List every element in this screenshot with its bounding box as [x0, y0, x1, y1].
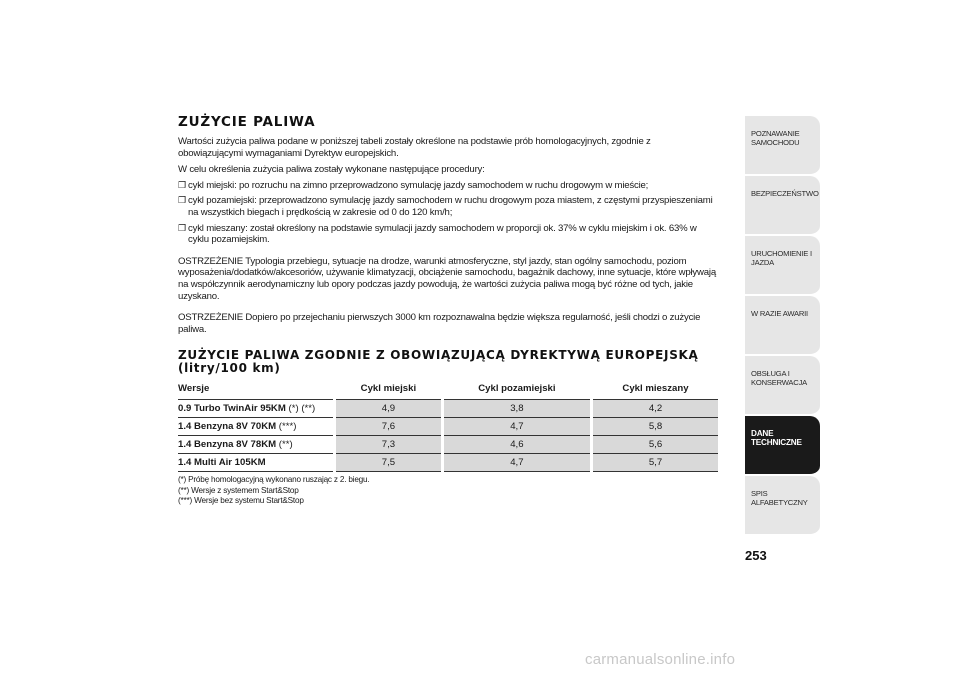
city-value: 7,6: [336, 418, 441, 436]
version-name: 1.4 Benzyna 8V 78KM: [178, 439, 277, 451]
tab-uruchomienie-i-jazda[interactable]: URUCHOMIENIE I JAZDA: [745, 236, 820, 296]
mixed-value: 5,7: [593, 454, 718, 472]
version-note: (**): [278, 439, 293, 451]
mixed-value: 4,2: [593, 400, 718, 418]
checkbox-bullet-icon: ❒: [178, 195, 186, 206]
version-note: (***): [278, 421, 297, 433]
checkbox-bullet-icon: ❒: [178, 222, 186, 233]
city-value: 4,9: [336, 400, 441, 418]
city-value: 7,3: [336, 436, 441, 454]
tab-bezpieczenstwo[interactable]: BEZPIECZEŃSTWO: [745, 176, 820, 236]
tab-poznawanie-samochodu[interactable]: POZNAWANIE SAMOCHODU: [745, 116, 820, 176]
tab-w-razie-awarii[interactable]: W RAZIE AWARII: [745, 296, 820, 356]
version-name: 0.9 Turbo TwinAir 95KM: [178, 403, 286, 415]
procedure-list: [178, 180, 718, 246]
intro-paragraph: Wartości zużycia paliwa podane w poniższej tabeli zostały określone na podstawie prób homologacyjnych, zgodnie z obowiązującymi wymaganiami Dyrektyw europejskich.: [178, 136, 651, 159]
procedures-lead: W celu określenia zużycia paliwa zostały wykonane następujące procedury:: [178, 164, 485, 176]
table-row: [178, 400, 718, 418]
version-note: (*) (**): [288, 403, 316, 415]
watermark: carmanualsonline.info: [585, 651, 736, 668]
list-item: ❒ cykl miejski: po rozruchu na zimno przeprowadzono symulację jazdy samochodem w ruchu drogowym w mieście;: [178, 179, 649, 191]
column-header: Cykl pozamiejski: [444, 381, 590, 400]
version-name: 1.4 Benzyna 8V 70KM: [178, 421, 277, 433]
extra-urban-value: 3,8: [444, 400, 590, 418]
footnote: (**) Wersje z systemem Start&Stop: [178, 485, 299, 495]
footnote: (*) Próbę homologacyjną wykonano ruszając z 2. biegu.: [178, 475, 370, 485]
tab-dane-techniczne[interactable]: DANE TECHNICZNE: [745, 416, 820, 476]
warning-paragraph: OSTRZEŻENIE Dopiero po przejechaniu pierwszych 3000 km rozpoznawalna będzie większa regularność, jeśli chodzi o zużycie paliwa.: [178, 312, 701, 335]
warning-paragraph: OSTRZEŻENIE Typologia przebiegu, sytuacje na drodze, warunki atmosferyczne, styl jazdy, stan ogólny samochodu, poziom wyposażenia/dodatków/akcesoriów, używanie klimatyzacji, obciążenie samochodu, bagażnik dachowy, inne sytuacje, które wpływają na współczynnik aerodynamiczny lub opory podczas jazdy powodują, że wartości zużycia paliwa mogą być różne od tych, jakie uzyskano.: [178, 255, 716, 302]
list-item: ❒ cykl mieszany: został określony na podstawie symulacji jazdy samochodem w proporcji ok. 37% w cyklu miejskim i ok. 63% w cyklu pozamiejskim.: [178, 222, 697, 246]
tab-obsluga-i-konserwacja[interactable]: OBSŁUGA I KONSERWACJA: [745, 356, 820, 416]
table-heading: ZUŻYCIE PALIWA ZGODNIE Z OBOWIĄZUJĄCĄ DYREKTYWĄ EUROPEJSKĄ (litry/100 km): [178, 348, 699, 376]
tab-spis-alfabetyczny[interactable]: SPIS ALFABETYCZNY: [745, 476, 820, 536]
table-row: [178, 418, 718, 436]
extra-urban-value: 4,6: [444, 436, 590, 454]
extra-urban-value: 4,7: [444, 418, 590, 436]
section-title: ZUŻYCIE PALIWA: [178, 114, 316, 130]
footnotes: [178, 475, 718, 506]
mixed-value: 5,8: [593, 418, 718, 436]
fuel-consumption-table: [178, 381, 718, 472]
extra-urban-value: 4,7: [444, 454, 590, 472]
column-header: Cykl miejski: [336, 381, 441, 400]
checkbox-bullet-icon: ❒: [178, 179, 186, 190]
table-row: [178, 454, 718, 472]
table-header-row: [178, 381, 718, 400]
chapter-tabs: [745, 116, 820, 536]
city-value: 7,5: [336, 454, 441, 472]
page-number: 253: [745, 548, 767, 563]
column-header: Wersje: [178, 381, 333, 400]
main-content: [178, 114, 718, 507]
footnote: (***) Wersje bez systemu Start&Stop: [178, 496, 304, 506]
mixed-value: 5,6: [593, 436, 718, 454]
list-item: ❒ cykl pozamiejski: przeprowadzono symulację jazdy samochodem w ruchu drogowym poza miastem, z częstymi przyspieszeniami na wszystkich biegach i prędkością w zakresie od 0 do 120 km/h;: [178, 195, 713, 218]
table-row: [178, 436, 718, 454]
column-header: Cykl mieszany: [593, 381, 718, 400]
version-name: 1.4 Multi Air 105KM: [178, 457, 266, 469]
